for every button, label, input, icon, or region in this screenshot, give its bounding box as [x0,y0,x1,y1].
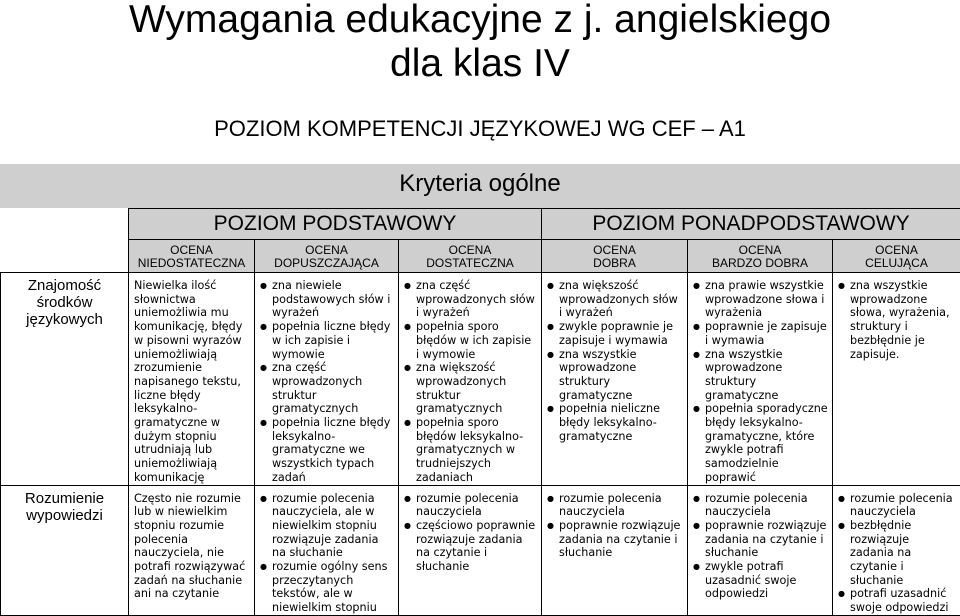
row-header-language-means: Znajomość środków językowych [1,273,129,486]
document-title-line-1: Wymagania edukacyjne z j. angielskiego [0,0,960,42]
cell-niedostateczna: Niewielka ilość słownictwa uniemożliwia mu komunikację, błędy w pisowni wyrazów uniemożliwiają zrozumienie napisanego tekstu, liczne błędy leksykalno-gramatyczne w dużym stopniu utrudniają lub uniemożliwiają komunikację [129,273,255,486]
cell-bardzo-dobra: ● rozumie polecenia nauczyciela ● poprawnie rozwiązuje zadania na czytanie i słuchanie ● zwykle potrafi uzasadnić swoje odpowiedzi [688,485,833,615]
grade-header-1: OCENA NIEDOSTATECZNA [129,240,255,273]
cell-dostateczna: ● rozumie polecenia nauczyciela ● częściowo poprawnie rozwiązuje zadania na czytanie i słuchanie [399,485,542,615]
table-row [1,485,960,615]
grade-header-6: OCENA CELUJĄCA [833,240,960,273]
document-subtitle: POZIOM KOMPETENCJI JĘZYKOWEJ WG CEF – A1 [0,116,960,142]
document-title-line-2: dla klas IV [0,42,960,86]
row-header-comprehension: Rozumienie wypowiedzi [1,485,129,615]
corner-blank-2 [1,240,129,273]
cell-celujaca: ● rozumie polecenia nauczyciela ● bezbłędnie rozwiązuje zadania na czytanie i słuchanie ● potrafi uzasadnić swoje odpowiedzi [833,485,960,615]
cell-bardzo-dobra: ● zna prawie wszystkie wprowadzone słowa i wyrażenia ● poprawnie je zapisuje i wymawia ● zna wszystkie wprowadzone struktury gramatyczne ● popełnia sporadyczne błędy leksykalno-gramatyczne, które zwykle potrafi samodzielnie poprawić [688,273,833,486]
cell-dostateczna: ● zna część wprowadzonych słów i wyrażeń ● popełnia sporo błędów w ich zapisie i wymowie ● zna większość wprowadzonych struktur gramatycznych ● popełnia sporo błędów leksykalno-gramatycznych w trudniejszych zadaniach [399,273,542,486]
table-row [1,273,960,486]
cell-dopuszczajaca: ● rozumie polecenia nauczyciela, ale w niewielkim stopniu rozwiązuje zadania na słuchanie ● rozumie ogólny sens przeczytanych tekstów, ale w niewielkim stopniu [255,485,399,615]
level-advanced: POZIOM PONADPODSTAWOWY [542,209,960,240]
cell-dopuszczajaca: ● zna niewiele podstawowych słów i wyrażeń ● popełnia liczne błędy w ich zapisie i wymowie ● zna część wprowadzonych struktur gramatycznych ● popełnia liczne błędy leksykalno-gramatyczne we wszystkich typach zadań [255,273,399,486]
grade-header-5: OCENA BARDZO DOBRA [688,240,833,273]
level-basic: POZIOM PODSTAWOWY [129,209,542,240]
cell-celujaca: ● zna wszystkie wprowadzone słowa, wyrażenia, struktury i bezbłędnie je zapisuje. [833,273,960,486]
requirements-table [0,208,960,616]
grade-header-2: OCENA DOPUSZCZAJĄCA [255,240,399,273]
criteria-title: Kryteria ogólne [0,170,960,198]
grade-header-3: OCENA DOSTATECZNA [399,240,542,273]
grade-header-4: OCENA DOBRA [542,240,688,273]
cell-niedostateczna: Często nie rozumie lub w niewielkim stopniu rozumie polecenia nauczyciela, nie potrafi rozwiązywać zadań na słuchanie ani na czytanie [129,485,255,615]
criteria-banner [0,164,960,208]
cell-dobra: ● zna większość wprowadzonych słów i wyrażeń ● zwykle poprawnie je zapisuje i wymawia ● zna wszystkie wprowadzone struktury gramatyczne ● popełnia nieliczne błędy leksykalno-gramatyczne [542,273,688,486]
cell-dobra: ● rozumie polecenia nauczyciela ● poprawnie rozwiązuje zadania na czytanie i słuchanie [542,485,688,615]
corner-blank [1,209,129,240]
